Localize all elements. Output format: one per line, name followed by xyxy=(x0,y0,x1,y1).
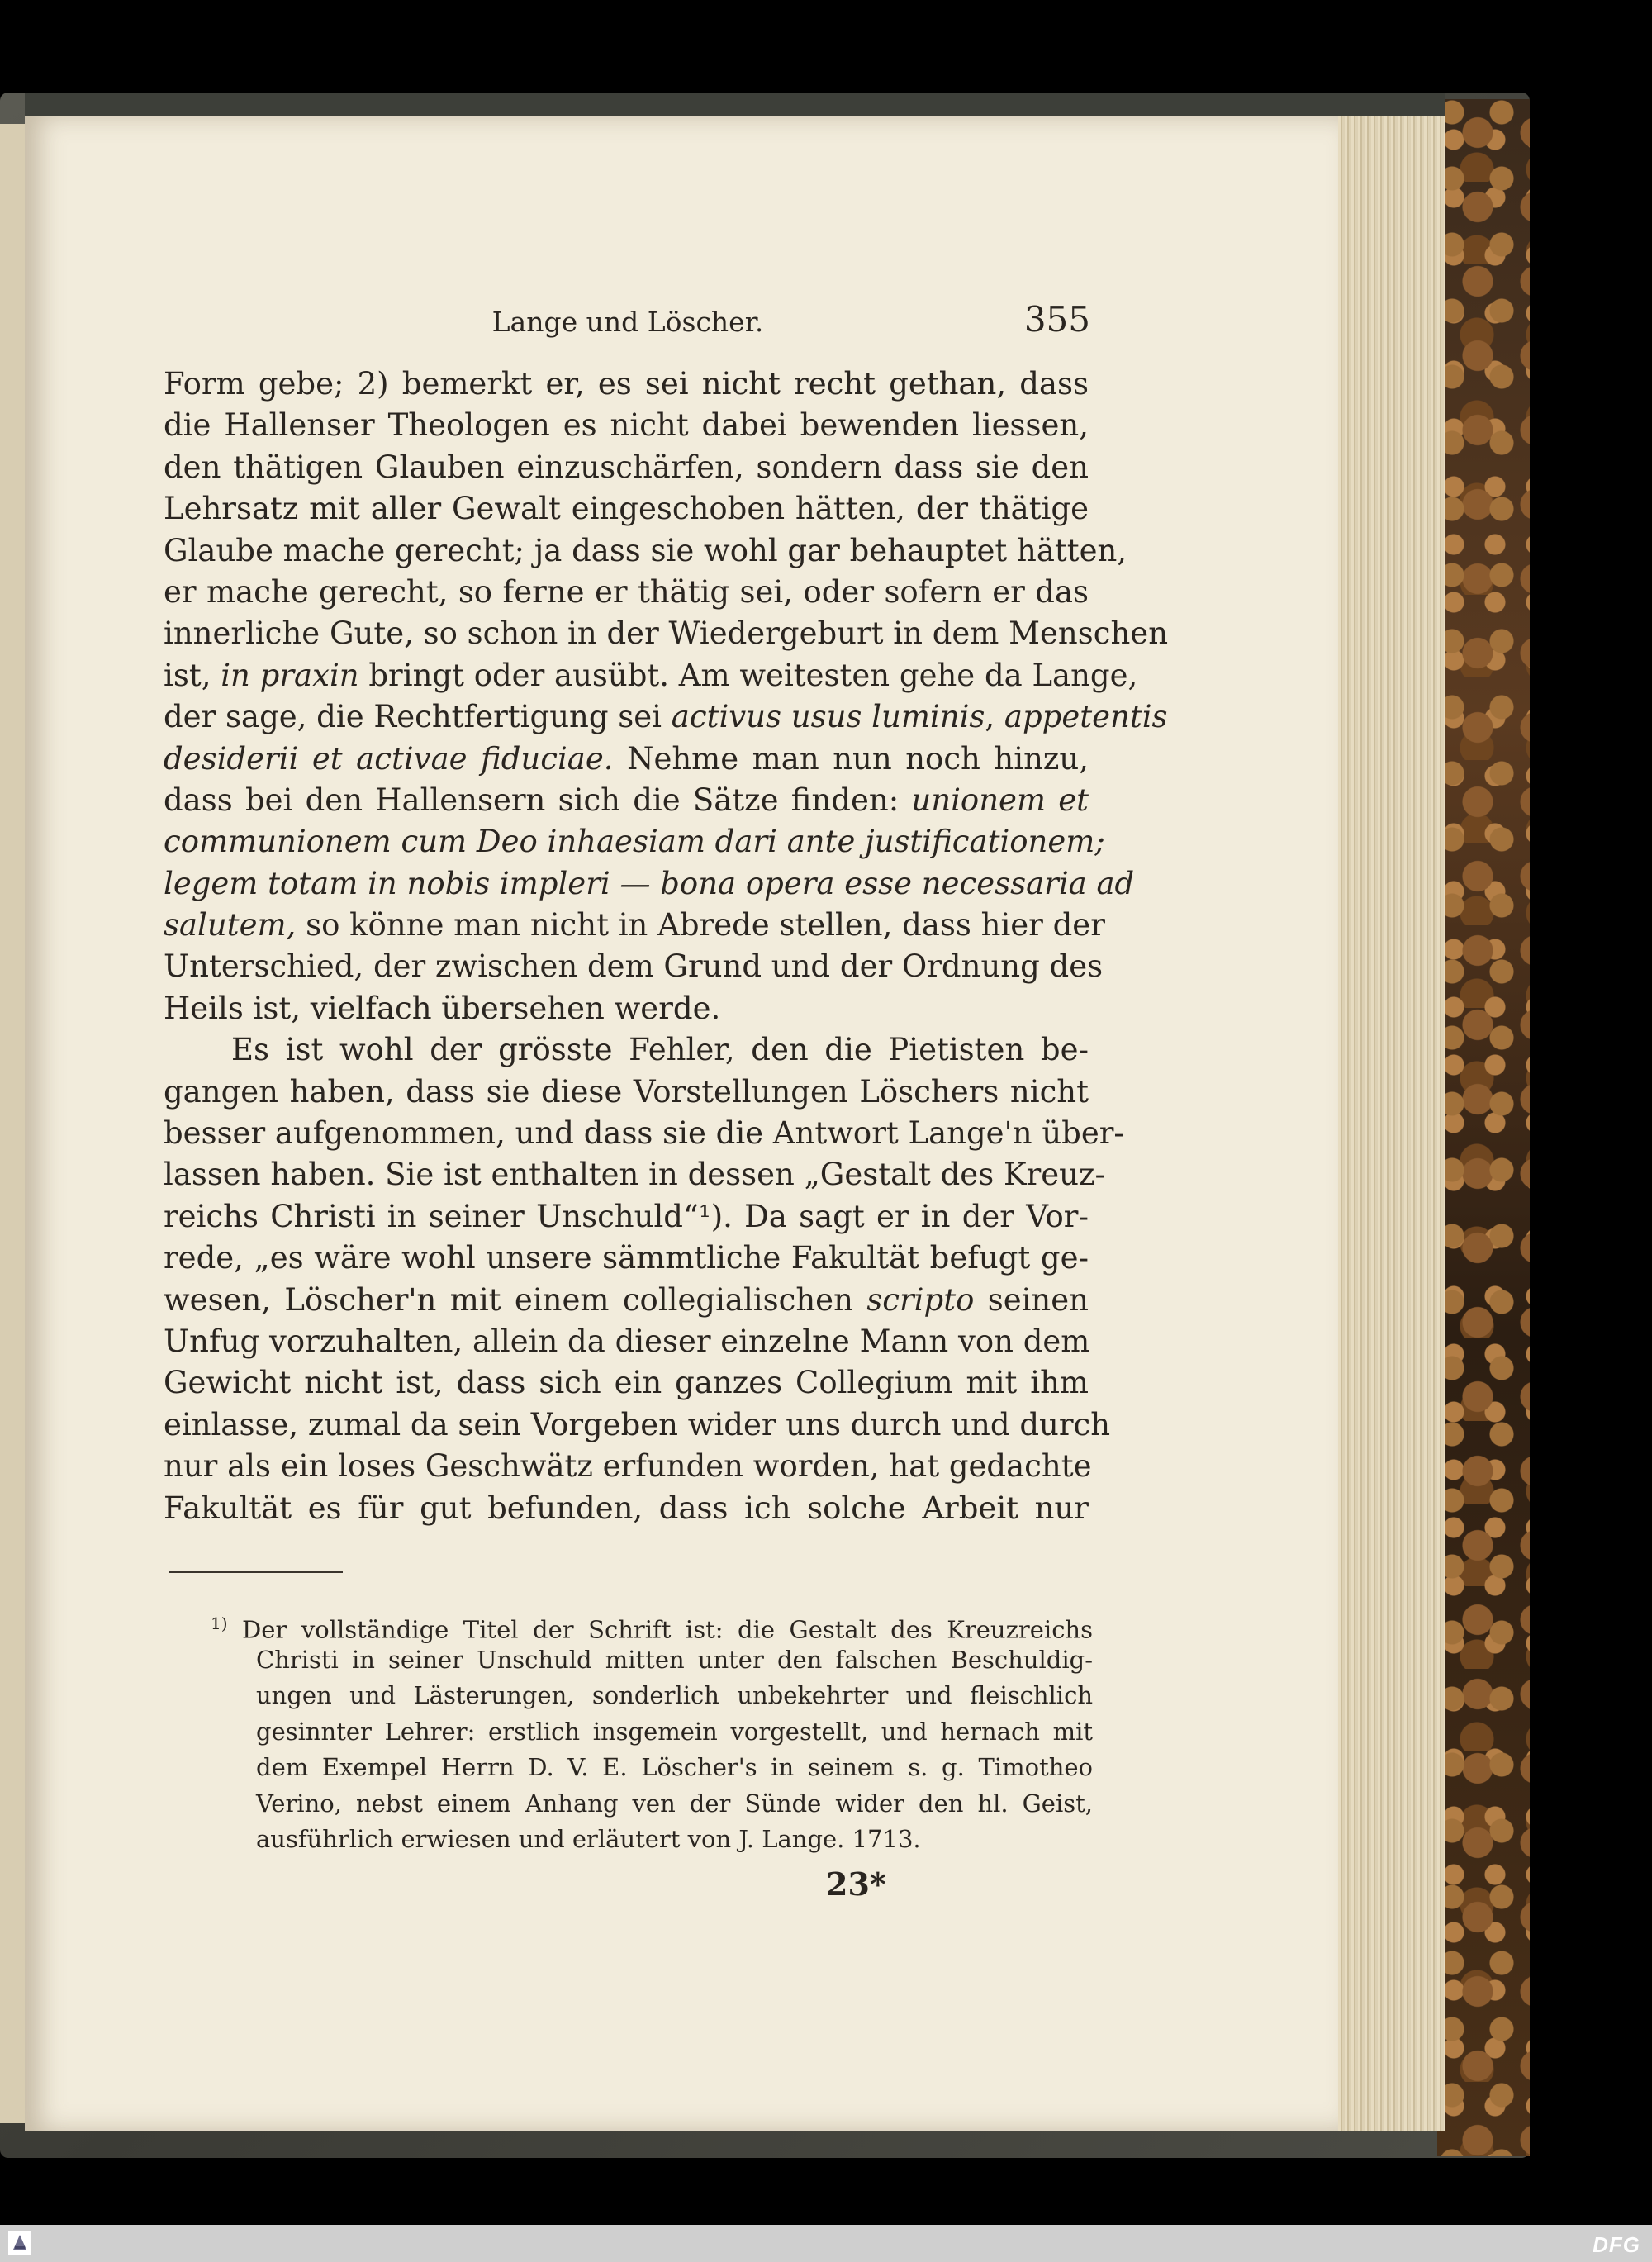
body-text xyxy=(164,364,1169,1529)
page-block-edges xyxy=(1338,116,1446,2131)
text-line: rede, „es wäre wohl unsere sämmtliche Fakultät befugt ge- xyxy=(164,1240,1089,1276)
dfg-logo[interactable]: DFG xyxy=(1593,2232,1640,2257)
footnote-line: gesinnter Lehrer: erstlich insgemein vorgestellt, und hernach mit xyxy=(256,1717,1093,1746)
text-line: gangen haben, dass sie diese Vorstellungen Löschers nicht xyxy=(164,1073,1089,1110)
text-line: Glaube mache gerecht; ja dass sie wohl gar behauptet hätten, xyxy=(164,532,1127,568)
footnote-marker: 1) xyxy=(211,1613,228,1633)
text-line: desiderii et activae fiduciae. Nehme man nun noch hinzu, xyxy=(164,740,1089,777)
marbled-cover-edge xyxy=(1437,99,1530,2156)
left-page-edge xyxy=(0,124,25,2123)
text-line: ist, in praxin bringt oder ausübt. Am weitesten gehe da Lange, xyxy=(164,657,1138,693)
text-line: die Hallenser Theologen es nicht dabei bewenden liessen, xyxy=(164,407,1089,444)
text-line: nur als ein loses Geschwätz erfunden worden, hat gedachte xyxy=(164,1448,1092,1485)
text-line: einlasse, zumal da sein Vorgeben wider uns durch und durch xyxy=(164,1406,1111,1442)
text-line: Fakultät es für gut befunden, dass ich solche Arbeit nur xyxy=(164,1490,1089,1526)
text-line: Unfug vorzuhalten, allein da dieser einzelne Mann von dem xyxy=(164,1323,1090,1359)
viewer-bottom-bar xyxy=(0,2225,1652,2262)
text-line: er mache gerecht, so ferne er thätig sei, oder sofern er das xyxy=(164,573,1089,610)
text-line: Lehrsatz mit aller Gewalt eingeschoben hätten, der thätige xyxy=(164,491,1089,527)
text-line: den thätigen Glauben einzuschärfen, sondern dass sie den xyxy=(164,449,1089,485)
footnote-line: $^{1)}$ Der vollständige Titel der Schrift ist: die Gestalt des Kreuzreichs xyxy=(211,1613,1093,1644)
library-logo-icon xyxy=(5,2228,35,2258)
text-line: wesen, Löscher'n mit einem collegialischen scripto seinen xyxy=(164,1281,1089,1318)
footnote-rule xyxy=(169,1571,343,1573)
text-line: Form gebe; 2) bemerkt er, es sei nicht recht gethan, dass xyxy=(164,366,1089,402)
text-line: lassen haben. Sie ist enthalten in dessen „Gestalt des Kreuz- xyxy=(164,1157,1105,1193)
footnote-line: dem Exempel Herrn D. V. E. Löscher's in seinem s. g. Timotheo xyxy=(256,1753,1093,1781)
text-line: communionem cum Deo inhaesiam dari ante justificationem; xyxy=(164,824,1105,860)
text-line: innerliche Gute, so schon in der Wiedergeburt in dem Menschen xyxy=(164,615,1169,652)
text-line: reichs Christi in seiner Unschuld“¹). Da sagt er in der Vor- xyxy=(164,1198,1089,1234)
text-line: der sage, die Rechtfertigung sei activus usus luminis, appetentis xyxy=(164,699,1168,735)
running-title: Lange und Löscher. xyxy=(491,306,764,338)
running-head xyxy=(169,299,1090,345)
text-line: Es ist wohl der grösste Fehler, den die Pietisten be- xyxy=(231,1032,1089,1068)
text-line: dass bei den Hallensern sich die Sätze finden: unionem et xyxy=(164,782,1089,818)
footnote-line: Christi in seiner Unschuld mitten unter den falschen Beschuldig- xyxy=(256,1645,1093,1674)
signature-mark: 23* xyxy=(826,1865,886,1903)
cover-top-strip xyxy=(25,93,1446,117)
text-line: Gewicht nicht ist, dass sich ein ganzes Collegium mit ihm xyxy=(164,1365,1089,1401)
text-line: besser aufgenommen, und dass sie die Antwort Lange'n über- xyxy=(164,1115,1124,1152)
footnote-line: ungen und Lästerungen, sonderlich unbekehrter und fleischlich xyxy=(256,1681,1093,1709)
text-line: salutem, so könne man nicht in Abrede stellen, dass hier der xyxy=(164,907,1105,943)
text-line: legem totam in nobis impleri — bona opera esse necessaria ad xyxy=(164,865,1135,901)
footnote-line: ausführlich erwiesen und erläutert von J. Lange. 1713. xyxy=(256,1825,921,1853)
footnote xyxy=(211,1606,1093,1858)
footnote-line: Verino, nebst einem Anhang ven der Sünde wider den hl. Geist, xyxy=(256,1789,1093,1818)
text-line: Unterschied, der zwischen dem Grund und der Ordnung des xyxy=(164,948,1104,985)
page-number: 355 xyxy=(1023,299,1090,340)
text-line: Heils ist, vielfach übersehen werde. xyxy=(164,990,721,1026)
